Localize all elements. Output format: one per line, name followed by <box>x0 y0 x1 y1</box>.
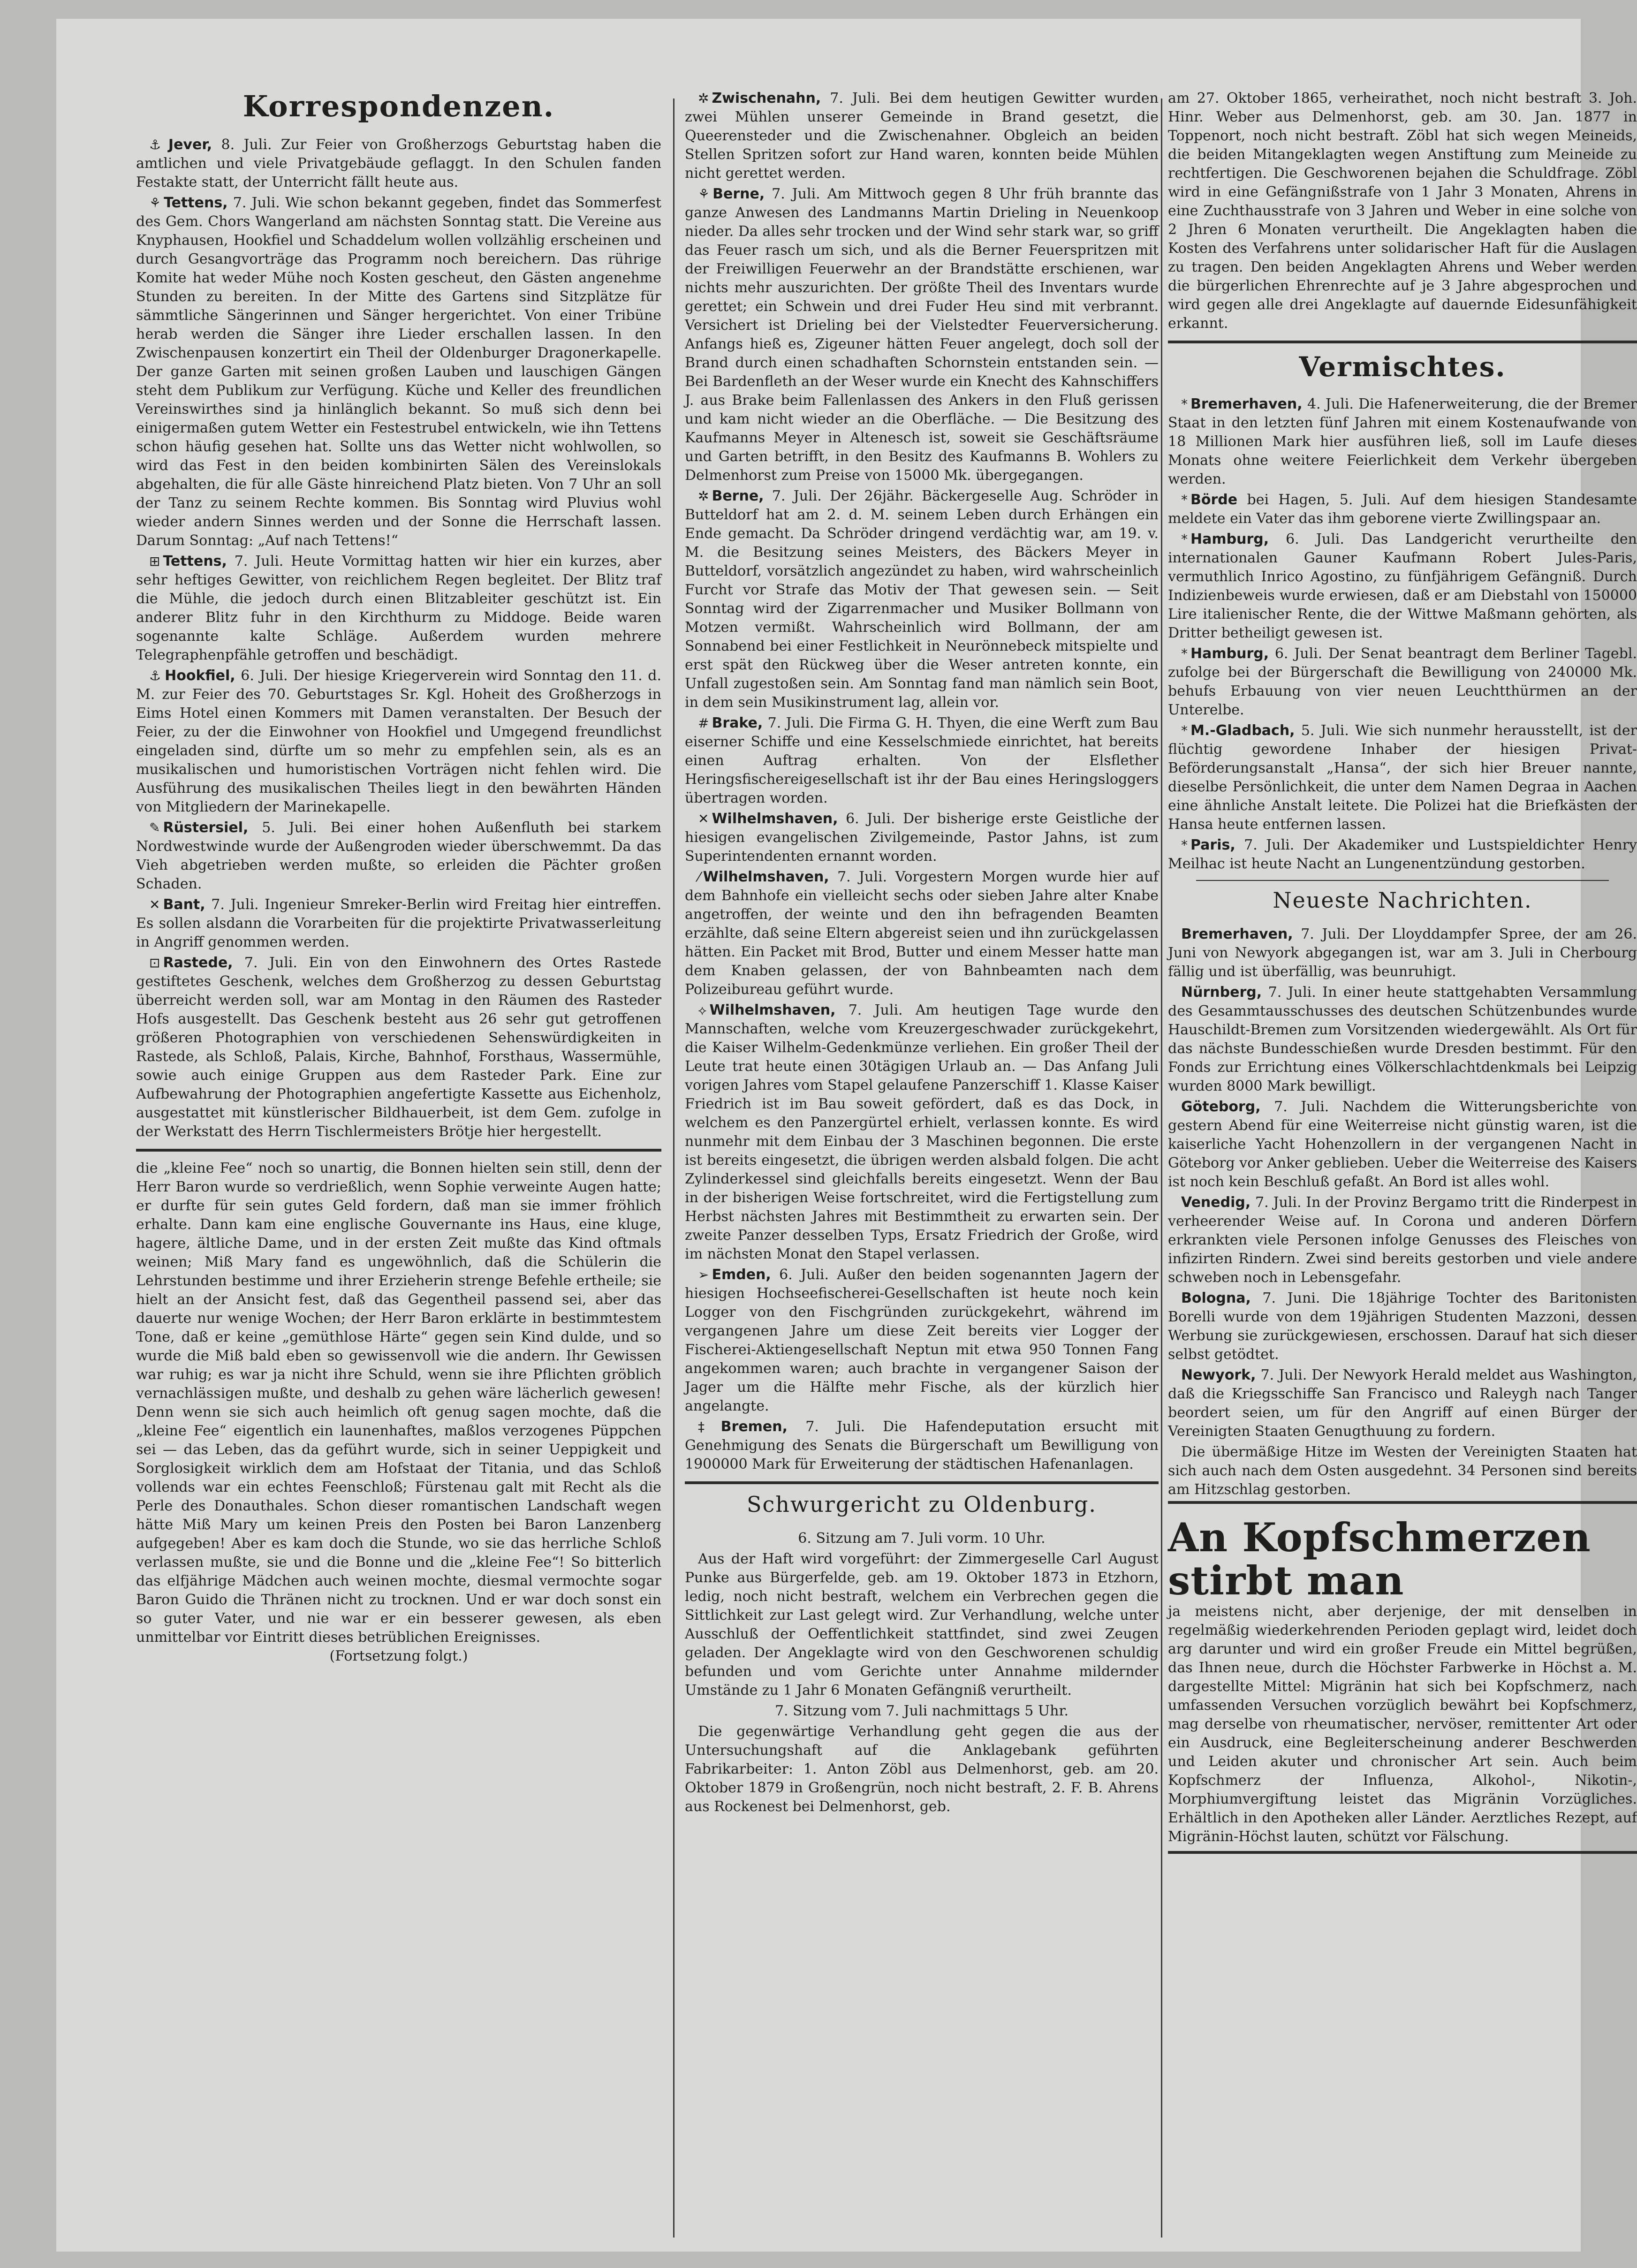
dateline-symbol-icon: ⊡ <box>149 955 160 971</box>
article-text: 4. Juli. Die Hafenerweiterung, die der Bremer Staat in den letzten fünf Jahren mit einem Kostenaufwande von 18 Millionen Mark hier ausführen ließ, soll im Laufe dieses Monats ohne weitere Feierlichkeit dem Verkehr übergeben werden. <box>1168 396 1637 487</box>
article-text: 7. Juli. Ein von den Einwohnern des Ortes Rastede gestiftetes Geschenk, welches dem Großherzog zu dessen Geburtstag überreicht werden soll, war am Montag in den Räumen des Rasteder Hofs ausgestellt. Das Geschenk besteht aus 26 sehr gut getroffenen größeren Photographien von verschiedenen Sehenswürdigkeiten in Rastede, als Schloß, Palais, Kirche, Bahnhof, Forsthaus, Wassermühle, sowie auch einige Gruppen aus dem Rasteder Park. Eine zur Aufbewahrung der Photographien angefertigte Kassette aus Eichenholz, ausgestattet mit künstlerischer Bildhauerbeit, ist dem Gem. zufolge in der Werkstatt des Herrn Tischlermeisters Brötje hier hergestellt. <box>136 955 661 1140</box>
ad-body: ja meistens nicht, aber derjenige, der mit denselben in regelmäßig wiederkehrenden Perioden geplagt wird, leidet doch arg darunter und wird ein großer Freude ein Mittel begrüßen, das Ihnen neue, durch die Höchster Farbwerke in Höchst a. M. dargestellte Mittel: Migränin hat sich bei Kopfschmerz, nach umfassenden Versuchen vorzüglich bewährt bei Kopfschmerz, mag derselbe von rheumatischer, nervöser, remittenter Art oder ein Ausdruck, eine Begleiterscheinung anderer Beschwerden und Leiden akuter und chronischer Art sein. Auch beim Kopfschmerz der Influenza, Alkohol-, Nikotin-, Morphiumvergiftung leistet das Migränin Vorzügliches. Erhältlich in den Apotheken aller Länder. Aerztliches Rezept, auf Migränin-Höchst lauten, schützt vor Fälschung. <box>1168 1603 1637 1845</box>
article-text: 6. Juli. Der bisherige erste Geistliche der hiesigen evangelischen Zivilgemeinde, Pastor Jahns, ist zum Superintendenten ernannt worden. <box>685 811 1159 865</box>
article-text: 7. Juli. Der Newyork Herald meldet aus Washington, daß die Kriegsschiffe San Francisco und Raleygh nach Tanger beordert seien, um für den Angriff auf einen Bürger der Vereinigten Staaten Genugthuung zu fordern. <box>1168 1367 1637 1440</box>
article-text: 6. Juli. Außer den beiden sogenannten Jagern der hiesigen Hochseefischerei-Gesellschaften ist heute noch kein Logger von den Fischgründen zurückgekehrt, während im vergangenen Jahre um diese Zeit bereits vier Logger der Fischerei-Aktiengesellschaft Neptun mit etwa 950 Tonnen Fang angekommen waren; auch brachte in vergangener Saison der Jager um die Hälfte mehr Fische, als der kürzlich hier angelangte. <box>685 1267 1159 1414</box>
article-dateline: Rüstersiel, <box>163 819 249 836</box>
article-dateline: Berne, <box>712 186 765 202</box>
news-article <box>136 552 661 665</box>
dateline-symbol-icon: # <box>698 715 709 731</box>
news-article <box>685 868 1159 999</box>
article-text: 7. Juli. Der Akademiker und Lustspieldichter Henry Meilhac ist heute Nacht an Lungenentzündung gestorben. <box>1168 837 1637 872</box>
news-article <box>1168 491 1637 528</box>
article-text: 7. Juli. Der Lloyddampfer Spree, der am 26. Juni von Newyork abgegangen ist, war am 3. Juli in Cherbourg fällig und ist überfällig, was beunruhigt. <box>1168 926 1637 980</box>
dateline-symbol-icon: ✲ <box>698 488 709 504</box>
news-article <box>1168 721 1637 834</box>
dateline-symbol-icon: ✎ <box>149 820 160 835</box>
column-rule <box>1161 99 1162 2238</box>
article-dateline: Hamburg, <box>1190 645 1269 662</box>
article-text: 7. Juli. Der 26jähr. Bäckergeselle Aug. Schröder in Butteldorf hat am 2. d. M. seinem Leben durch Erhängen ein Ende gemacht. Da Schröder dringend verdächtig war, am 19. v. M. die Besitzung seines Meisters, des Bäckers Meyer in Butteldorf, vorsätzlich angezündet zu haben, wird wahrscheinlich Furcht vor Strafe das Motiv der That gewesen sein. — Seit Sonntag wird der Zigarrenmacher und Musiker Bollmann von Motzen vermißt. Wahrscheinlich wird Bollmann, der am Sonnabend bei einer Festlichkeit in Neurönnebeck mitspielte und erst spät den Rückweg über die Weser antreten konnte, ein Unfall zugestoßen sein. Am Sonntag fand man nämlich sein Boot, in dem sein Musikinstrument lag, allein vor. <box>685 488 1159 711</box>
dateline-symbol-icon: * <box>1181 723 1188 738</box>
news-article <box>136 136 661 192</box>
article-dateline: Bant, <box>163 896 205 913</box>
news-article <box>1168 530 1637 643</box>
article-text: 7. Juli. In einer heute stattgehabten Versammlung des Gesammtausschusses des deutschen Schützenbundes wurde Hauschildt-Bremen zum Vorsitzenden wiedergewählt. Als Ort für das nächste Bundesschießen wurde Dresden bestimmt. Für den Fonds zur Errichtung eines Völkerschlachtdenkmals bei Leipzig wurden 8000 Mark bewilligt. <box>1168 984 1637 1094</box>
article-dateline: Emden, <box>712 1267 771 1283</box>
article-list <box>136 136 661 1141</box>
article-dateline: Hookfiel, <box>165 668 235 684</box>
news-article <box>685 89 1159 183</box>
article-dateline: Zwischenahn, <box>712 90 821 106</box>
dateline-symbol-icon: ⚓ <box>149 137 166 152</box>
article-text: 5. Juli. Wie sich nunmehr herausstellt, ist der flüchtig gewordene Inhaber der hiesigen Privat-Beförderungsanstalt „Hansa“, der sich hier Breuer nannte, dieselbe Persönlichkeit, die unter dem Namen Degraa in Aachen eine ähnliche Anstalt leitete. Die Polizei hat die Briefkästen der Hansa heute entfernen lassen. <box>1168 722 1637 833</box>
news-article <box>1168 645 1637 720</box>
column-1 <box>136 89 661 1666</box>
dateline-symbol-icon: * <box>1181 396 1188 412</box>
court-text: Aus der Haft wird vorgeführt: der Zimmergeselle Carl August Punke aus Bürgerfelde, geb. am 19. Oktober 1873 in Etzhorn, ledig, noch nicht bestraft, welchem ein Verbrechen gegen die Sittlichkeit zur Last gelegt wird. Zur Verhandlung, welche unter Ausschluß der Oeffentlichkeit stattfindet, sind zwei Zeugen geladen. Der Angeklagte wird von den Geschworenen schuldig befunden und vom Gerichte unter Annahme mildernder Umstände zu 1 Jahr 6 Monaten Gefängniß verurtheilt. <box>685 1551 1159 1699</box>
ad-headline: An Kopfschmerzen stirbt man <box>1168 1514 1591 1604</box>
continuation-note: (Fortsetzung folgt.) <box>329 1648 468 1664</box>
article-text: 7. Juli. Heute Vormittag hatten wir hier ein kurzes, aber sehr heftiges Gewitter, von reichlichem Regen begleitet. Der Blitz traf die Mühle, die jedoch durch einen Blitzableiter geschützt ist. Ein anderer Blitz fuhr in den Kirchthurm zu Middoge. Beide waren sogenannte kalte Schläge. Außerdem wurden mehrere Telegraphenpfähle getroffen und beschädigt. <box>136 553 661 663</box>
news-article <box>1168 1289 1637 1364</box>
article-list <box>685 89 1159 1474</box>
article-dateline: Rastede, <box>163 955 233 971</box>
article-dateline: Börde <box>1190 492 1238 508</box>
news-list <box>1168 925 1637 1499</box>
article-text: 7. Juli. In der Provinz Bergamo tritt die Rinderpest in verheerender Weise auf. In Corona und anderen Dörfern erkrankten viele Personen infolge Genusses des Fleisches von infizirten Rindern. Zwei sind bereits gestorben und viele andere schweben noch in Lebensgefahr. <box>1168 1194 1637 1286</box>
article-dateline: Bremerhaven, <box>1181 926 1293 942</box>
article-dateline: Nürnberg, <box>1181 984 1262 1001</box>
article-dateline: Newyork, <box>1181 1367 1256 1383</box>
news-article <box>685 714 1159 808</box>
dateline-symbol-icon: ⁄ <box>698 869 700 885</box>
news-article <box>685 1266 1159 1416</box>
article-text: 7. Juni. Die 18jährige Tochter des Baritonisten Borelli wurde von dem 19jährigen Studenten Mazzoni, dessen Werbung sie zurückgewiesen, erschossen. Darauf hat sich dieser selbst getödtet. <box>1168 1290 1637 1363</box>
news-article <box>1168 1193 1637 1287</box>
dateline-symbol-icon: ➢ <box>698 1267 709 1282</box>
article-text: 7. Juli. Am Mittwoch gegen 8 Uhr früh brannte das ganze Anwesen des Landmanns Martin Drieling in Neuenkoop nieder. Da alles sehr trocken und der Wind sehr stark war, so griff das Feuer rasch um sich, und als die Berner Feuerspritzen mit der Freiwilligen Feuerwehr an der Brandstätte erschienen, war nichts mehr auszurichten. Der größte Theil des Inventars wurde gerettet; ein Schwein und drei Fuder Heu sind mit verbrannt. Versichert ist Drieling bei der Vielstedter Feuerversicherung. Anfangs hieß es, Zigeuner hätten Feuer angelegt, doch soll der Brand durch einen schadhaften Schornstein entstanden sein. — Bei Bardenfleth an der Weser wurde ein Knecht des Kahnschiffers J. aus Brake beim Fallenlassen des Ankers in den Fluß gerissen und kam nicht wieder an die Oberfläche. — Die Besitzung des Kaufmanns Meyer in Altenesch ist, soweit sie Geschäftsräume und Garten betrifft, in den Besitz des Kaufmanns B. Wohlers zu Delmenhorst zum Preise von 15000 Mk. übergegangen. <box>685 186 1159 484</box>
dateline-symbol-icon: * <box>1181 531 1188 547</box>
article-dateline: Tettens, <box>163 553 227 569</box>
column-rule <box>673 99 675 2238</box>
article-dateline: Brake, <box>712 715 763 731</box>
dateline-symbol-icon: * <box>1181 646 1188 661</box>
article-text: 7. Juli. Bei dem heutigen Gewitter wurden zwei Mühlen unserer Gemeinde in Brand gesetzt, die Queerensteder und die Zwischenahner. Obgleich an beiden Stellen Spritzen sofort zur Hand waren, konnten beide Mühlen nicht gerettet werden. <box>685 90 1159 182</box>
section-rule <box>685 1481 1159 1484</box>
article-dateline: M.-Gladbach, <box>1190 722 1295 739</box>
feuilleton-rule <box>136 1149 661 1152</box>
article-text: 6. Juli. Der Senat beantragt dem Berliner Tagebl. zufolge bei der Bürgerschaft die Bewilligung von 240000 Mk. behufs Erbauung von vier neuen Leuchtthürmen an der Unterelbe. <box>1168 645 1637 718</box>
article-text: 7. Juli. Am heutigen Tage wurde den Mannschaften, welche vom Kreuzergeschwader zurückgekehrt, die Kaiser Wilhelm-Gedenkmünze verliehen. Ein großer Theil der Leute trat heute einen 30tägigen Urlaub an. — Das Anfang Juli vorigen Jahres vom Stapel gelaufene Panzerschiff 1. Klasse Kaiser Friedrich ist im Bau soweit gefördert, daß es das Dock, in welchem es den Panzergürtel erhielt, verlassen konnte. Es wird nunmehr mit dem Einbau der 3 Maschinen begonnen. Die erste ist bereits eingesetzt, die übrigen werden alsbald folgen. Die acht Zylinderkessel sind gleichfalls bereits eingesetzt. Wenn der Bau in der bisherigen Weise fortschreitet, wird die Fertigstellung zum Herbst nächsten Jahres mit Bestimmtheit zu erwarten sein. Der zweite Panzer desselben Typs, Ersatz Friedrich der Große, wird im nächsten Monat den Stapel verlassen. <box>685 1002 1159 1262</box>
article-dateline: Bremerhaven, <box>1190 396 1303 412</box>
article-dateline: Paris, <box>1190 837 1235 853</box>
article-text: 7. Juli. Nachdem die Witterungsberichte von gestern Abend für eine Weiterreise nicht günstig waren, ist die kaiserliche Yacht Hohenzollern in der vergangenen Nacht in Göteborg vor Anker geblieben. Ueber die Weiterreise des Kaisers ist noch kein Beschluß gefaßt. An Bord ist alles wohl. <box>1168 1099 1637 1190</box>
session-heading: 7. Sitzung vom 7. Juli nachmittags 5 Uhr. <box>774 1703 1069 1719</box>
article-text: 6. Juli. Das Landgericht verurtheilte den internationalen Gauner Kaufmann Robert Jules-Paris, vermuthlich Inrico Agostino, zu fünfjährigem Gefängniß. Durch Indizienbeweis wurde erwiesen, daß er am Diebstahl von 150000 Lire italienischer Rente, die der Wittwe Maßmann gehörten, als Dritter betheiligt gewesen ist. <box>1168 531 1637 641</box>
section-rule <box>1168 341 1637 343</box>
article-list <box>1168 395 1637 873</box>
section-title-schwurgericht: Schwurgericht zu Oldenburg. <box>746 1492 1097 1517</box>
section-title-korrespondenzen: Korrespondenzen. <box>243 89 555 123</box>
article-dateline: Berne, <box>712 488 764 504</box>
article-text: 7. Juli. Wie schon bekannt gegeben, findet das Sommerfest des Gem. Chors Wangerland am nächsten Sonntag statt. Die Vereine aus Knyphausen, Hookfiel und Schaddelum wollen vollzählig erscheinen und durch Gesangvorträge das Programm noch bereichern. Das rührige Komite hat weder Mühe noch Kosten gescheut, den Gästen angenehme Stunden zu bereiten. In der Mitte des Gartens sind Sitzplätze für sämmtliche Sängerinnen und Sänger hergerichtet. Von einer Tribüne herab werden die Sänger ihre Lieder erschallen lassen. In den Zwischenpausen konzertirt ein Theil der Oldenburger Dragonerkapelle. Der ganze Garten mit seinen großen Lauben und lauschigen Gängen steht dem Publikum zur Verfügung. Küche und Keller des freundlichen Vereinswirthes sind ja hinlänglich bekannt. So muß sich denn bei einigermaßen gutem Wetter ein Festestrubel entwickeln, wie ihn Tettens schon häufig gesehen hat. Sollte uns das Wetter nicht wohlwollen, so wird das Fest in den beiden kombinirten Sälen des Vereinslokals abgehalten, die für alle Gäste hinreichend Platz bieten. Von 7 Uhr an soll der Tanz zu seinem Rechte kommen. Bis Sonntag wird Pluvius wohl wieder andern Sinnes werden und der Sonne die Herrschaft lassen. Darum Sonntag: „Auf nach Tettens!“ <box>136 195 661 549</box>
article-text: 6. Juli. Der hiesige Kriegerverein wird Sonntag den 11. d. M. zur Feier des 70. Geburtstages Sr. Kgl. Hoheit des Großherzogs in Eims Hotel einen Kommers mit Damen veranstalten. Der Besuch der Feier, zu der die Einwohner von Hookfiel und Umgegend freundlichst eingeladen sind, dürfte um so mehr zu empfehlen sein, als es an musikalischen und humoristischen Vorträgen nicht fehlen wird. Die Ausführung des musikalischen Theiles liegt in den bewährten Händen von Mitgliedern der Marinekapelle. <box>136 668 661 815</box>
article-dateline: Venedig, <box>1181 1194 1251 1211</box>
article-dateline: Tettens, <box>164 195 228 211</box>
dateline-symbol-icon: ✲ <box>698 91 709 106</box>
session-heading: 6. Sitzung am 7. Juli vorm. 10 Uhr. <box>798 1530 1046 1547</box>
dateline-symbol-icon: ✕ <box>149 897 160 912</box>
news-article <box>685 810 1159 866</box>
news-article <box>685 487 1159 712</box>
news-article <box>136 667 661 817</box>
section-title-vermischtes: Vermischtes. <box>1299 351 1506 383</box>
advertisement <box>1168 1501 1637 1854</box>
feuilleton-text: die „kleine Fee“ noch so unartig, die Bonnen hielten sein still, denn der Herr Baron wurde so verdrießlich, wenn Sophie verweinte Augen hatte; er durfte für sein gutes Geld fordern, daß man sie immer fröhlich erhalte. Dann kam eine englische Gouvernante ins Haus, eine kluge, hagere, ältliche Dame, und in der ersten Zeit mußte das Kind oftmals weinen; Miß Mary fand es ungewöhnlich, daß die Schülerin die Lehrstunden bestimme und ihrer Erzieherin strenge Befehle ertheile; sie hielt an der Ansicht fest, daß das Gegentheil passend sei, aber das dauerte nur wenige Wochen; der Herr Baron erklärte in bestimmtestem Tone, daß er keine „gemüthlose Härte“ gegen sein Kind dulde, und so wurde die Miß bald eben so gewissenvoll wie die andern. Ihr Gewissen war ruhig; es war ja nicht ihre Schuld, wenn sie ihre Pflichten gröblich vernachlässigen mußte, und deshalb zu gehen wäre lächerlich gewesen! Denn wenn sie sich auch heimlich oft genug sagen mochte, daß die „kleine Fee“ eigentlich ein launenhaftes, maßlos verzogenes Püppchen sei — das Leben, das da geführt wurde, sich in seiner Ueppigkeit und Sorglosigkeit wirklich dem am Hofstaat der Titania, und das Schloß vollends war ein echtes Feenschloß; Fürstenau galt mit Recht als die Perle des Donauthales. Schon dieser romantischen Landschaft wegen hätte Miß Mary um keinen Preis den Posten bei Baron Lanzenberg aufgegeben! Aber es kam doch die Stunde, wo sie das herrliche Schloß verlassen mußte, sie und die Bonne und die „kleine Fee“! So bitterlich das elfjährige Mädchen auch weinen mochte, diesmal vermochte sogar Baron Guido die Thränen nicht zu trocknen. Und er war doch sonst ein so guter Vater, und nie war er ein besserer gewesen, als eben unmittelbar vor Eintritt dieses betrüblichen Ereignisses. <box>136 1160 661 1646</box>
news-article <box>1168 395 1637 489</box>
article-text: 7. Juli. Ingenieur Smreker-Berlin wird Freitag hier eintreffen. Es sollen alsdann die Vorarbeiten für die projektirte Privatwasserleitung in Angriff genommen werden. <box>136 896 661 950</box>
article-text: 7. Juli. Die Firma G. H. Thyen, die eine Werft zum Bau eiserner Schiffe und eine Kesselschmiede einrichtet, hat bereits einen Auftrag erhalten. Von der Elsflether Heringsfischereigesellschaft ist ihr der Bau eines Heringsloggers übertragen worden. <box>685 715 1159 806</box>
news-article <box>136 895 661 952</box>
court-continuation: am 27. Oktober 1865, verheirathet, noch nicht bestraft 3. Joh. Hinr. Weber aus Delmenhorst, geb. am 30. Jan. 1877 in Toppenort, noch nicht bestraft. Zöbl hat sich wegen Meineids, die beiden Mitangeklagten wegen Anstiftung zum Meineide zu rechtfertigen. Die Geschworenen bejahen die Schuldfrage. Zöbl wird in eine Gefängnißstrafe von 1 Jahr 3 Monaten, Ahrens in eine Zuchthausstrafe von 3 Jahren und Weber in eine solche von 2 Jhren 6 Monaten verurtheilt. Die Angeklagten haben die Kosten des Verfahrens unter solidarischer Haft für die Auslagen zu tragen. Den beiden Angeklagten Ahrens und Weber werden die bürgerlichen Ehrenrechte auf je 3 Jahre abgesprochen und wird gegen alle drei Angeklagte auf dauernde Eidesunfähigkeit erkannt. <box>1168 90 1637 332</box>
article-dateline: Bologna, <box>1181 1290 1251 1306</box>
news-article <box>685 1001 1159 1264</box>
article-text: 8. Juli. Zur Feier von Großherzogs Geburtstag haben die amtlichen und viele Privatgebäude geflaggt. In den Schulen fanden Festakte statt, der Unterricht fällt heute aus. <box>136 137 661 190</box>
dateline-symbol-icon: ‡ <box>698 1419 718 1434</box>
section-title-neueste-nachrichten: Neueste Nachrichten. <box>1273 887 1532 913</box>
article-text: 7. Juli. Die Hafendeputation ersucht mit Genehmigung des Senats die Bürgerschaft um Bewilligung von 1900000 Mark für Erweiterung der städtischen Hafenanlagen. <box>685 1418 1159 1472</box>
dateline-symbol-icon: ⟡ <box>698 1002 707 1018</box>
article-dateline: Bremen, <box>720 1418 788 1435</box>
news-article <box>1168 925 1637 981</box>
court-text: Die gegenwärtige Verhandlung geht gegen die aus der Untersuchungshaft auf die Anklagebank geführten Fabrikarbeiter: 1. Anton Zöbl aus Delmenhorst, geb. am 20. Oktober 1879 in Großengrün, noch nicht bestraft, 2. F. B. Ahrens aus Rockenest bei Delmenhorst, geb. <box>685 1723 1159 1815</box>
news-article <box>1168 836 1637 873</box>
article-text: 7. Juli. Vorgestern Morgen wurde hier auf dem Bahnhofe ein vielleicht sechs oder sieben Jahre alter Knabe angetroffen, der weinte und den ihn befragenden Beamten erzählte, daß seine Eltern abgereist seien und ihn zurückgelassen hätten. Ein Packet mit Brod, Butter und einem Messer hatte man dem Knaben gelassen, der von Bahnbeamten nach dem Polizeibureau geführt wurde. <box>685 869 1159 998</box>
divider <box>1196 880 1609 881</box>
newspaper-page <box>56 19 1637 2252</box>
news-article <box>136 194 661 550</box>
article-dateline: Jever, <box>168 137 212 153</box>
article-text: bei Hagen, 5. Juli. Auf dem hiesigen Standesamte meldete ein Vater das ihm geborene vierte Zwillingspaar an. <box>1168 492 1637 527</box>
news-article <box>685 185 1159 485</box>
column-2 <box>685 89 1159 1818</box>
article-dateline: Hamburg, <box>1190 531 1269 547</box>
column-3 <box>1168 89 1637 1854</box>
dateline-symbol-icon: ⊞ <box>149 554 160 569</box>
news-article <box>1168 983 1637 1096</box>
article-dateline: Wilhelmshaven, <box>712 811 838 827</box>
article-text: Die übermäßige Hitze im Westen der Vereinigten Staaten hat sich auch nach dem Osten ausgedehnt. 34 Personen sind bereits am Hitzschlag gestorben. <box>1168 1444 1637 1498</box>
article-dateline: Göteborg, <box>1181 1099 1261 1115</box>
article-text: 5. Juli. Bei einer hohen Außenfluth bei starkem Nordwestwinde wurde der Außengroden wieder überschwemmt. Da das Vieh abgetrieben werden mußte, so erleiden die Pächter großen Schaden. <box>136 819 661 892</box>
news-article <box>1168 1443 1637 1499</box>
news-article <box>1168 1098 1637 1191</box>
dateline-symbol-icon: * <box>1181 492 1188 508</box>
news-article <box>1168 1366 1637 1441</box>
dateline-symbol-icon: ✕ <box>698 811 709 827</box>
news-article <box>136 954 661 1141</box>
news-article <box>136 819 661 894</box>
article-dateline: Wilhelmshaven, <box>709 1002 836 1018</box>
dateline-symbol-icon: ⚓ <box>149 668 162 683</box>
dateline-symbol-icon: ⚘ <box>698 186 710 202</box>
news-article <box>685 1418 1159 1474</box>
article-dateline: Wilhelmshaven, <box>703 869 829 885</box>
dateline-symbol-icon: * <box>1181 837 1188 853</box>
dateline-symbol-icon: ⚘ <box>149 195 161 211</box>
